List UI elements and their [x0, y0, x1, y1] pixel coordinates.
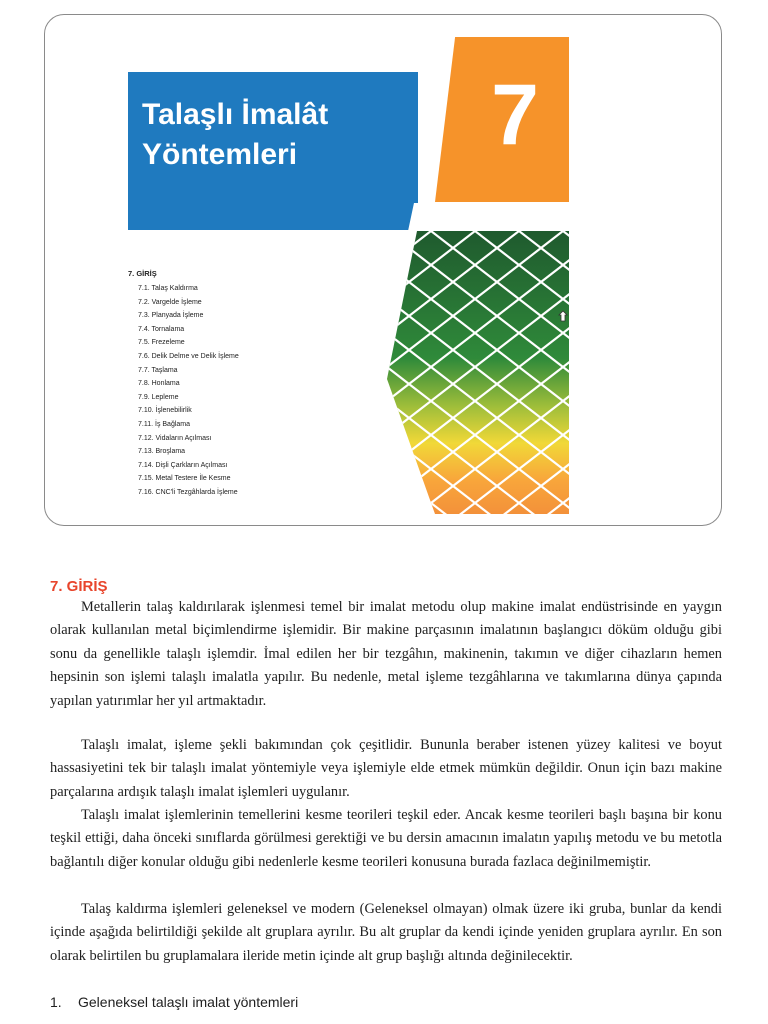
list-item — [50, 994, 298, 1010]
toc-item: 7.6. Delik Delme ve Delik İşleme — [138, 352, 239, 360]
toc-item: 7.3. Planyada İşleme — [138, 312, 204, 320]
paragraph: Talaşlı imalat işlemlerinin temellerini kesme teorileri teşkil eder. Ancak kesme teorileri başlı başına bir konu teşkil ettiği, daha önceki sınıflarda görülmesi gerektiği ve bu dersin amacının imalatın yapılış metodu ve bu metotla bağlantılı diğer konular olduğu gibi nedenlerle kesme teorileri konusuna burada fazlaca değinilmemiştir. — [50, 807, 722, 870]
toc-item: 7.5. Frezeleme — [138, 339, 185, 347]
toc-item: 7.10. İşlenebilirlik — [138, 407, 192, 415]
chapter-cover — [44, 14, 722, 526]
toc-item: 7.15. Metal Testere İle Kesme — [138, 475, 231, 483]
paragraph: Metallerin talaş kaldırılarak işlenmesi temel bir imalat metodu olup makine imalat endüstrisinde en yaygın olarak kullanılan metal biçimlendirme işlemidir. Bir makine parçasının imalatının başlangıcı döküm olduğu gibi sonu da genellikle talaşlı işlemdir. İmal edilen her bir tezgâhın, makinenin, takımın ve diğer cihazların hemen hepsinin son işlemi talaşlı imalatla yapılır. Bu nedenle, metal işleme tezgâhlarına ve takımlarına dünya çapında yapılan yatırımlar her yıl artmaktadır. — [50, 599, 722, 709]
toc-item: 7.12. Vidaların Açılması — [138, 434, 212, 442]
diamond-pattern-image — [387, 231, 569, 514]
toc-item: 7.4. Tornalama — [138, 325, 185, 333]
section-heading: 7. GİRİŞ — [50, 578, 108, 595]
toc-item: 7.13. Broşlama — [138, 448, 186, 456]
white-stripe — [408, 203, 446, 231]
chapter-number: 7 — [491, 67, 539, 163]
toc-item: 7.2. Vargelde İşleme — [138, 298, 202, 306]
toc-item: 7.9. Lepleme — [138, 393, 179, 401]
chapter-title: Talaşlı İmalât Yöntemleri — [142, 98, 329, 171]
toc-item: 7.11. İş Bağlama — [138, 420, 191, 428]
toc-item: 7.14. Dişli Çarkların Açılması — [138, 461, 228, 469]
list-number: 1. — [50, 994, 62, 1010]
toc-heading: 7. GİRİŞ — [128, 269, 157, 278]
table-of-contents — [128, 269, 239, 500]
toc-item: 7.16. CNC'li Tezgâhlarda İşleme — [138, 488, 238, 496]
paragraph: Talaş kaldırma işlemleri geleneksel ve modern (Geleneksel olmayan) olmak üzere iki gruba, bunlar da kendi içinde aşağıda belirtildiği şekilde alt gruplara ayrılır. Bu alt gruplar da kendi içinde yeniden gruplara ayrılır. En son olarak belirtilen bu gruplamalara ileride metin içinde alt grup başlığı altında değinilecektir. — [50, 901, 722, 964]
toc-item: 7.7. Taşlama — [138, 366, 178, 374]
paragraph: Talaşlı imalat, işleme şekli bakımından çok çeşitlidir. Bununla beraber istenen yüzey kalitesi ve boyut hassasiyetini tek bir talaşlı imalat yöntemiyle veya işlemiyle elde etmek mümkün değildir. Onun için bazı makine parçalarına ardışık talaşlı imalat işlemleri uygulanır. — [50, 737, 722, 800]
toc-item: 7.1. Talaş Kaldırma — [138, 285, 198, 292]
toc-item: 7.8. Honlama — [138, 380, 180, 388]
list-text: Geleneksel talaşlı imalat yöntemleri — [78, 994, 299, 1010]
